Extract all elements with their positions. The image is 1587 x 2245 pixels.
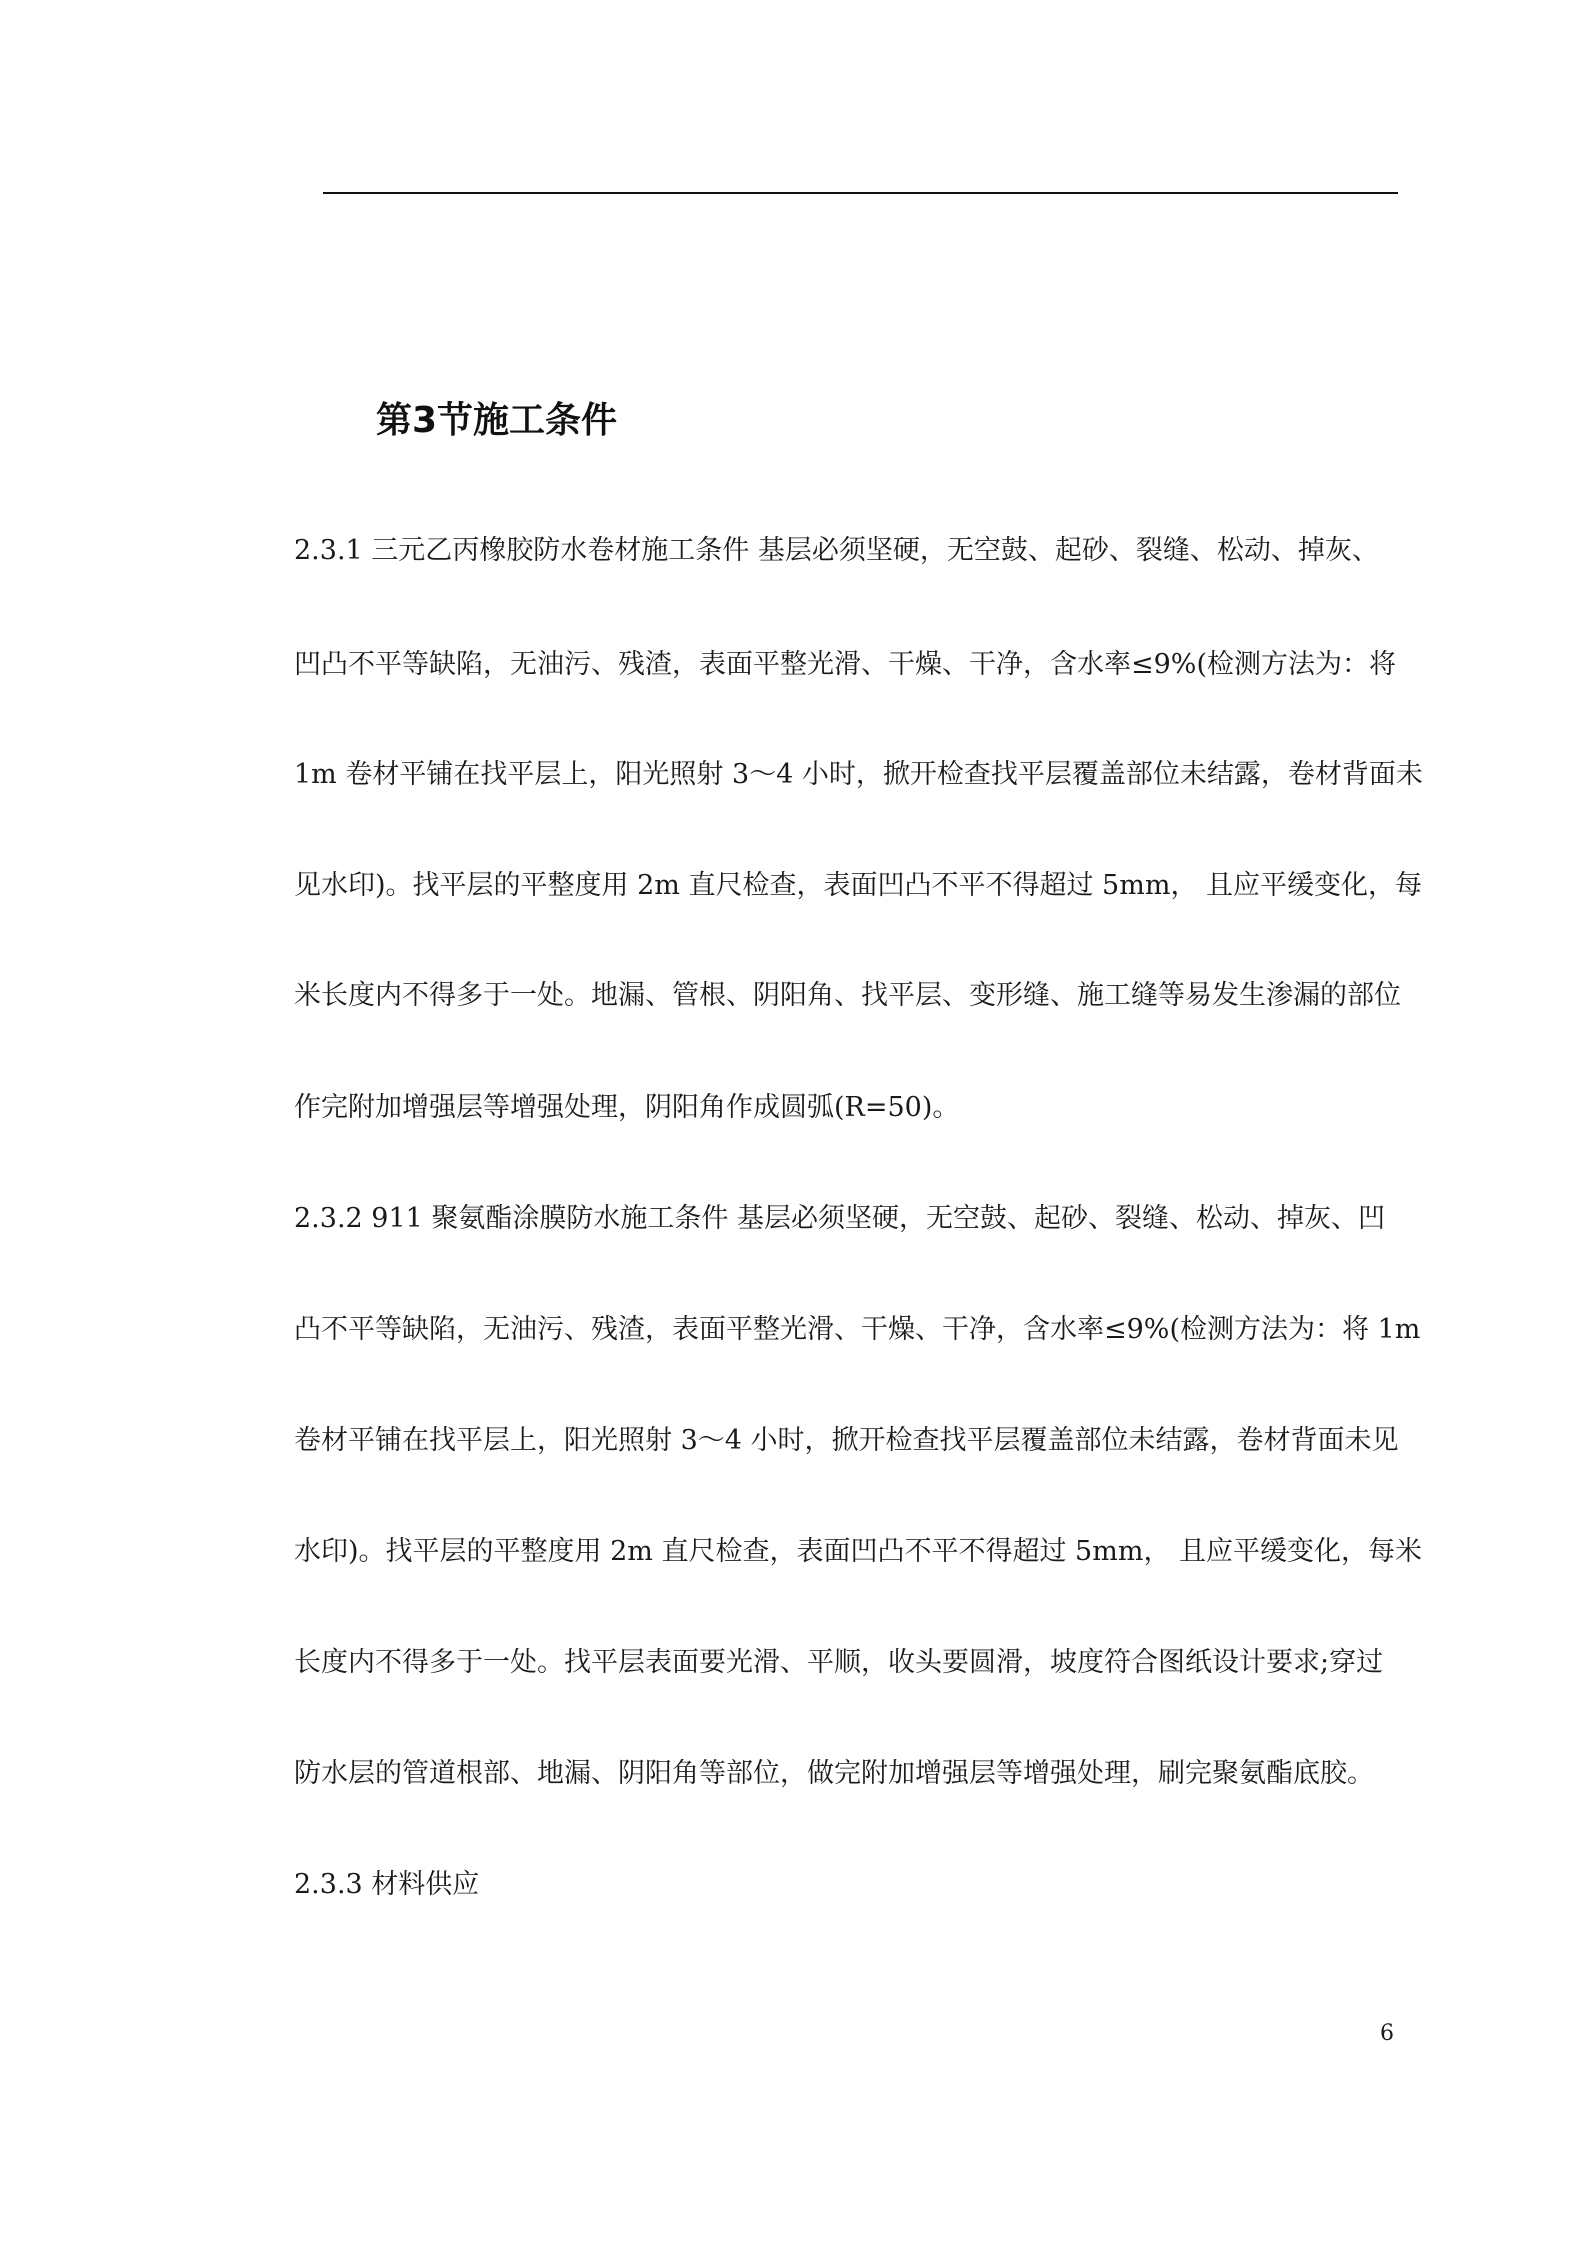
paragraph-line: 水印)。找平层的平整度用 2m 直尺检查，表面凹凸不平不得超过 5mm， 且应平缓变化，每米 xyxy=(294,1536,1423,1567)
paragraph-line: 凸不平等缺陷，无油污、残渣，表面平整光滑、干燥、干净，含水率≤9%(检测方法为：将 1m xyxy=(294,1314,1421,1345)
paragraph-line: 米长度内不得多于一处。地漏、管根、阴阳角、找平层、变形缝、施工缝等易发生渗漏的部位 xyxy=(294,980,1401,1011)
paragraph-line: 1m 卷材平铺在找平层上，阳光照射 3～4 小时，掀开检查找平层覆盖部位未结露，卷材背面未 xyxy=(294,759,1423,790)
paragraph-line: 2.3.3 材料供应 xyxy=(294,1869,480,1900)
paragraph-line: 2.3.2 911 聚氨酯涂膜防水施工条件 基层必须坚硬，无空鼓、起砂、裂缝、松动、掉灰、凹 xyxy=(294,1203,1385,1234)
header-rule xyxy=(323,192,1398,194)
paragraph-line: 2.3.1 三元乙丙橡胶防水卷材施工条件 基层必须坚硬，无空鼓、起砂、裂缝、松动、掉灰、 xyxy=(294,535,1379,566)
paragraph-line: 凹凸不平等缺陷，无油污、残渣，表面平整光滑、干燥、干净，含水率≤9%(检测方法为：将 xyxy=(294,649,1396,680)
paragraph-line: 防水层的管道根部、地漏、阴阳角等部位，做完附加增强层等增强处理，刷完聚氨酯底胶。 xyxy=(294,1758,1374,1789)
paragraph-line: 卷材平铺在找平层上，阳光照射 3～4 小时，掀开检查找平层覆盖部位未结露，卷材背面未见 xyxy=(294,1425,1399,1456)
page-number: 6 xyxy=(1380,2021,1394,2046)
paragraph-line: 长度内不得多于一处。找平层表面要光滑、平顺，收头要圆滑，坡度符合图纸设计要求;穿过 xyxy=(294,1647,1384,1678)
paragraph-line: 作完附加增强层等增强处理，阴阳角作成圆弧(R=50)。 xyxy=(294,1092,960,1123)
section-title: 第3节施工条件 xyxy=(376,400,618,441)
paragraph-line: 见水印)。找平层的平整度用 2m 直尺检查，表面凹凸不平不得超过 5mm， 且应平缓变化，每 xyxy=(294,870,1423,901)
